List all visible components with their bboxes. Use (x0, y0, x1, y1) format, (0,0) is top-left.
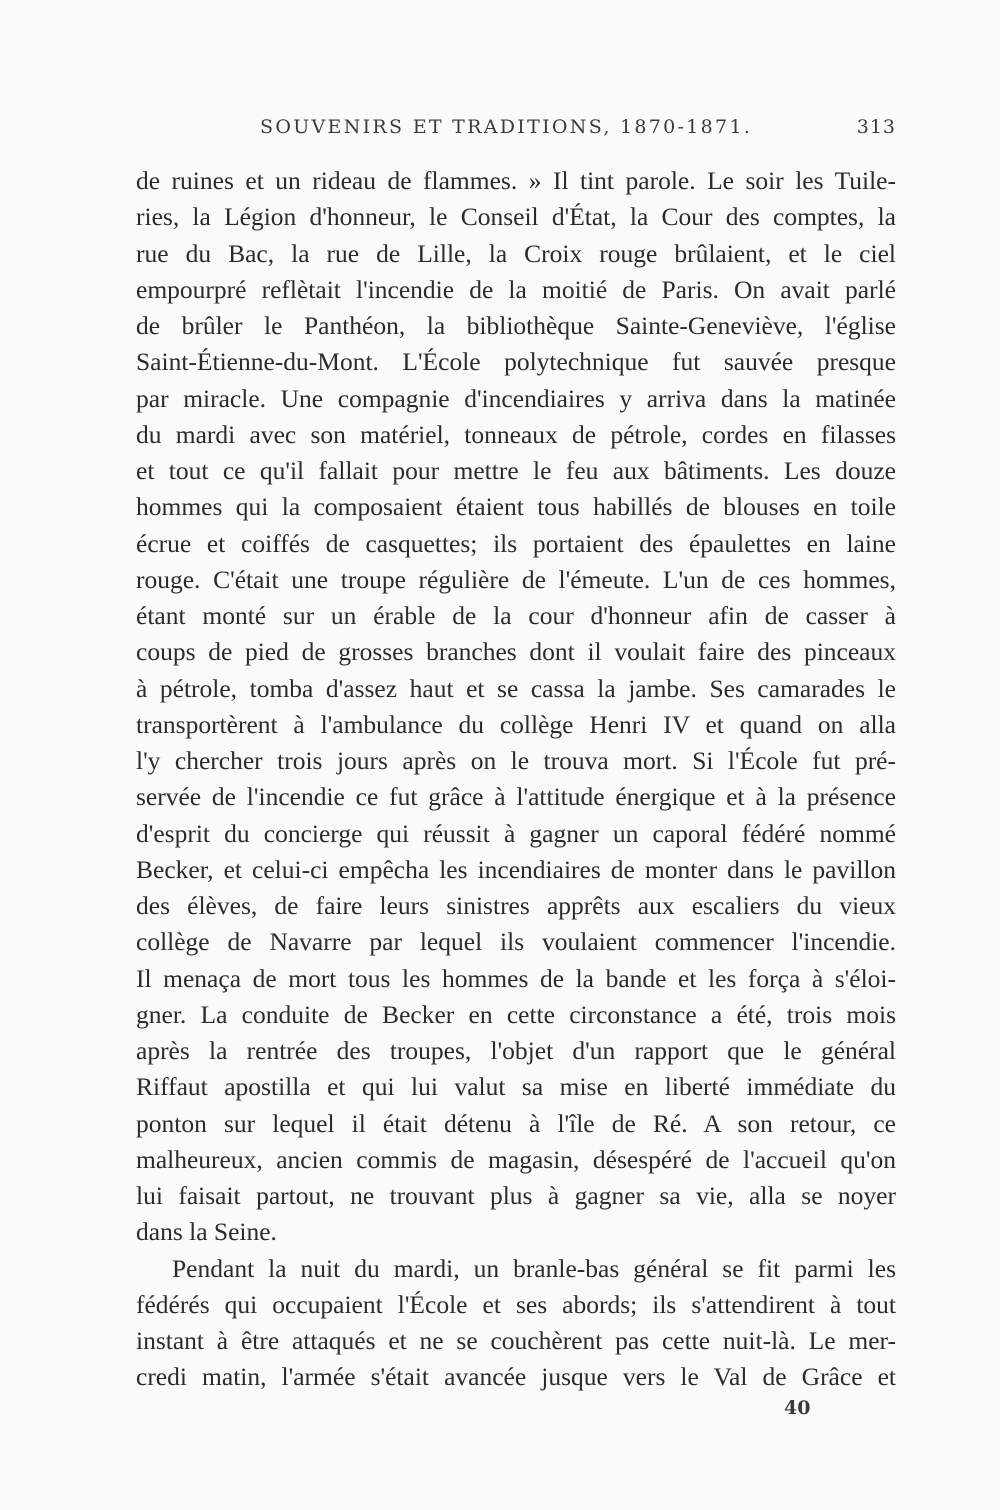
text-line: servée de l'incendie ce fut grâce à l'attitude énergique et à la présence (136, 782, 896, 812)
text-line: coups de pied de grosses branches dont il voulait faire des pinceaux (136, 637, 896, 667)
paragraph-2 (136, 1251, 896, 1396)
text-line: à pétrole, tomba d'assez haut et se cassa la jambe. Ses camarades le (136, 673, 896, 703)
text-line: malheureux, ancien commis de magasin, désespéré de l'accueil qu'on (136, 1144, 896, 1174)
text-line: rouge. C'était une troupe régulière de l'émeute. L'un de ces hommes, (136, 564, 896, 594)
text-line: fédérés qui occupaient l'École et ses abords; ils s'attendirent à tout (136, 1289, 896, 1319)
text-line: l'y chercher trois jours après on le trouva mort. Si l'École fut pré- (136, 746, 896, 775)
text-line: empourpré reflètait l'incendie de la moitié de Paris. On avait parlé (136, 274, 896, 304)
text-line: Becker, et celui-ci empêcha les incendiaires de monter dans le pavillon (136, 854, 896, 884)
text-line: credi matin, l'armée s'était avancée jusque vers le Val de Grâce et (136, 1362, 896, 1392)
text-line: ponton sur lequel il était détenu à l'île de Ré. A son retour, ce (136, 1108, 896, 1138)
text-line: rue du Bac, la rue de Lille, la Croix rouge brûlaient, et le ciel (136, 238, 896, 268)
text-line: instant à être attaqués et ne se couchèrent pas cette nuit-là. Le mer- (136, 1326, 896, 1355)
text-line: des élèves, de faire leurs sinistres apprêts aux escaliers du vieux (136, 891, 896, 920)
text-line: Pendant la nuit du mardi, un branle-bas général se fit parmi les (172, 1253, 896, 1283)
text-line: d'esprit du concierge qui réussit à gagner un caporal fédéré nommé (136, 818, 896, 848)
text-line: collège de Navarre par lequel ils voulaient commencer l'incendie. (136, 927, 896, 957)
text-line: par miracle. Une compagnie d'incendiaires y arriva dans la matinée (136, 383, 896, 413)
text-line: hommes qui la composaient étaient tous habillés de blouses en toile (136, 492, 896, 522)
text-line: ries, la Légion d'honneur, le Conseil d'État, la Cour des comptes, la (136, 202, 896, 232)
text-line: Il menaça de mort tous les hommes de la bande et les força à s'éloi- (136, 963, 896, 993)
signature-mark: 40 (784, 1397, 811, 1419)
text-line: Riffaut apostilla et qui lui valut sa mise en liberté immédiate du (136, 1072, 896, 1102)
text-line: lui faisait partout, ne trouvant plus à gagner sa vie, alla se noyer (136, 1181, 896, 1210)
body-text (136, 163, 896, 1396)
text-line: Saint-Étienne-du-Mont. L'École polytechnique fut sauvée presque (136, 347, 896, 377)
text-line: gner. La conduite de Becker en cette circonstance a été, trois mois (136, 999, 896, 1029)
text-line: après la rentrée des troupes, l'objet d'un rapport que le général (136, 1036, 896, 1065)
text-line: et tout ce qu'il fallait pour mettre le feu aux bâtiments. Les douze (136, 456, 896, 485)
text-line: de ruines et un rideau de flammes. » Il tint parole. Le soir les Tuile- (136, 166, 896, 195)
paragraph-1 (136, 163, 896, 1251)
running-head (136, 116, 896, 146)
text-line: du mardi avec son matériel, tonneaux de pétrole, cordes en filasses (136, 419, 896, 449)
running-title: SOUVENIRS ET TRADITIONS, 1870-1871. (260, 116, 753, 138)
text-line: dans la Seine. (136, 1217, 277, 1247)
text-line: transportèrent à l'ambulance du collège Henri IV et quand on alla (136, 709, 896, 739)
page-number: 313 (856, 116, 896, 138)
text-line: écrue et coiffés de casquettes; ils portaient des épaulettes en laine (136, 528, 896, 558)
text-line: étant monté sur un érable de la cour d'honneur afin de casser à (136, 601, 896, 630)
text-line: de brûler le Panthéon, la bibliothèque Sainte-Geneviève, l'église (136, 311, 896, 340)
